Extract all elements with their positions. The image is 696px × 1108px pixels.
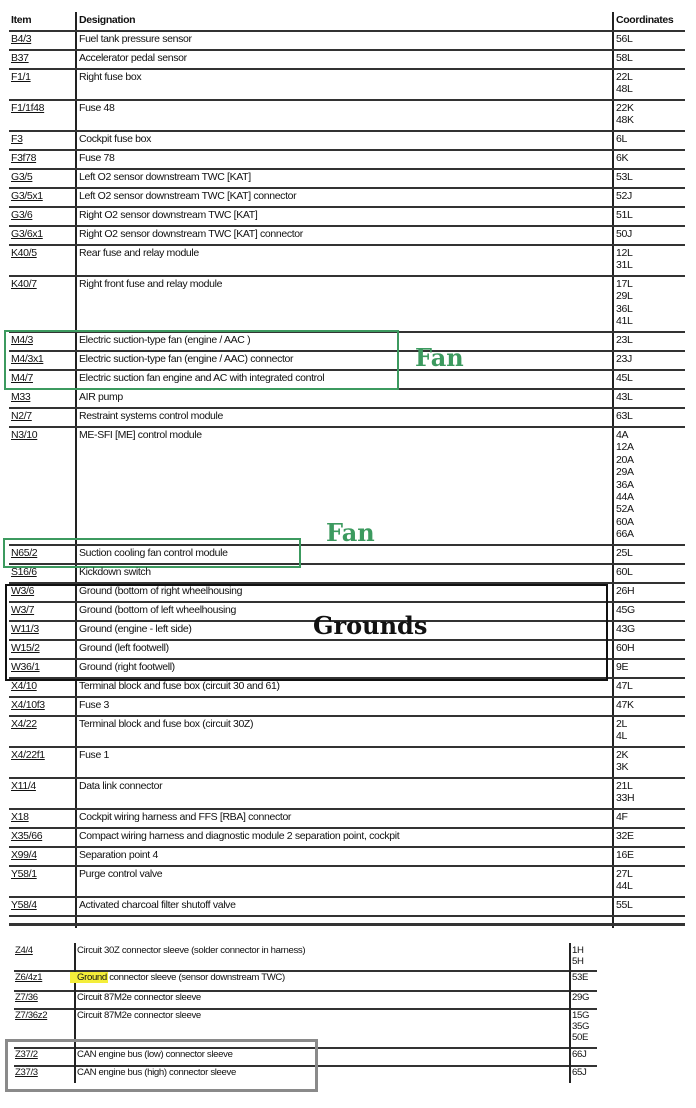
designation: Fuse 48 [79, 102, 115, 114]
row-divider [9, 49, 685, 51]
coordinate: 15G [572, 1010, 590, 1021]
item-code[interactable]: G3/6x1 [11, 228, 43, 240]
item-code[interactable]: N65/2 [11, 547, 38, 559]
row-divider [9, 206, 685, 208]
item-code[interactable]: B4/3 [11, 33, 32, 45]
row-divider [9, 715, 685, 717]
coordinate: 66A [616, 528, 634, 541]
designation: AIR pump [79, 391, 123, 403]
designation: Right front fuse and relay module [79, 278, 223, 290]
item-code[interactable]: M4/7 [11, 372, 33, 384]
item-code[interactable]: X35/66 [11, 830, 43, 842]
designation: Accelerator pedal sensor [79, 52, 187, 64]
coordinate: 4A [616, 429, 629, 441]
coordinate: 2L [616, 718, 627, 730]
coordinate: 4F [616, 811, 628, 823]
coordinate: 22L [616, 71, 633, 83]
designation: Cockpit wiring harness and FFS [RBA] connector [79, 811, 292, 823]
designation: CAN engine bus (low) connector sleeve [77, 1049, 233, 1060]
row-divider [9, 808, 685, 810]
item-code[interactable]: Z7/36z2 [15, 1010, 48, 1021]
coordinate: 60A [616, 515, 634, 528]
designation: Ground (bottom of left wheelhousing [79, 604, 237, 616]
designation: CAN engine bus (high) connector sleeve [77, 1067, 236, 1078]
item-code[interactable]: W3/6 [11, 585, 35, 597]
designation: Circuit 30Z connector sleeve (solder connector in harness) [77, 945, 306, 956]
item-code[interactable]: X4/22 [11, 718, 37, 730]
row-divider [9, 187, 685, 189]
coordinate: 65J [572, 1067, 587, 1078]
designation: Electric suction-type fan (engine / AAC ) [79, 334, 251, 346]
designation: Left O2 sensor downstream TWC [KAT] connector [79, 190, 297, 202]
coordinate: 26H [616, 585, 635, 597]
item-code[interactable]: N3/10 [11, 429, 38, 441]
coordinate: 53E [572, 972, 589, 983]
coordinate: 52A [616, 503, 634, 516]
coordinate: 47L [616, 680, 633, 692]
coordinate: 48K [616, 114, 634, 127]
designation: Right O2 sensor downstream TWC [KAT] connector [79, 228, 303, 240]
designation: ME-SFI [ME] control module [79, 429, 202, 441]
item-code[interactable]: M4/3x1 [11, 353, 44, 365]
item-code[interactable]: Z37/3 [15, 1067, 38, 1078]
designation: Ground (left footwell) [79, 642, 169, 654]
coordinate: 12L [616, 247, 633, 259]
item-code[interactable]: Z6/4z1 [15, 972, 43, 983]
coordinate: 29A [616, 466, 634, 479]
designation: Rear fuse and relay module [79, 247, 199, 259]
item-code[interactable]: X4/22f1 [11, 749, 45, 761]
designation: Circuit 87M2e connector sleeve [77, 992, 201, 1003]
row-divider [9, 130, 685, 132]
table-end-divider [9, 923, 685, 926]
designation: Right O2 sensor downstream TWC [KAT] [79, 209, 258, 221]
coordinate: 51L [616, 209, 633, 221]
coordinate: 9E [616, 661, 629, 673]
designation: Circuit 87M2e connector sleeve [77, 1010, 201, 1021]
designation: Compact wiring harness and diagnostic module 2 separation point, cockpit [79, 830, 400, 842]
coordinate: 43L [616, 391, 633, 403]
designation: Terminal block and fuse box (circuit 30 and 61) [79, 680, 280, 692]
designation: Fuse 1 [79, 749, 109, 761]
can-box [5, 1039, 318, 1092]
row-divider [9, 68, 685, 70]
row-divider [9, 225, 685, 227]
coordinate: 3K [616, 761, 629, 774]
row-divider [9, 275, 685, 277]
coordinate: 50E [572, 1032, 589, 1043]
coordinate: 63L [616, 410, 633, 422]
item-code[interactable]: S16/6 [11, 566, 37, 578]
row-divider [9, 696, 685, 698]
coordinate: 43G [616, 623, 635, 635]
coordinate: 50J [616, 228, 632, 240]
designation: Fuse 3 [79, 699, 109, 711]
item-code[interactable]: F1/1 [11, 71, 31, 83]
coordinate: 6K [616, 152, 629, 164]
coordinate: 45L [616, 372, 633, 384]
item-code[interactable]: M33 [11, 391, 31, 403]
coordinate: 4L [616, 730, 627, 743]
coordinate: 5H [572, 956, 584, 967]
coordinate: 29G [572, 992, 590, 1003]
item-code[interactable]: G3/5 [11, 171, 33, 183]
item-code[interactable]: K40/7 [11, 278, 37, 290]
designation: Ground (right footwell) [79, 661, 175, 673]
coordinate: 25L [616, 547, 633, 559]
fan-label-1: Fan [415, 343, 464, 372]
designation: Electric suction fan engine and AC with integrated control [79, 372, 325, 384]
grounds-label: Grounds [313, 611, 428, 640]
coordinate: 55L [616, 899, 633, 911]
coordinate: 33H [616, 792, 635, 805]
coordinate: 53L [616, 171, 633, 183]
coordinate: 56L [616, 33, 633, 45]
designation: Restraint systems control module [79, 410, 224, 422]
item-code[interactable]: Y58/1 [11, 868, 37, 880]
item-code[interactable]: X4/10 [11, 680, 37, 692]
header-coordinates: Coordinates [616, 14, 674, 26]
item-code[interactable]: Z37/2 [15, 1049, 38, 1060]
coordinate: 20A [616, 453, 634, 466]
item-code[interactable]: F3f78 [11, 152, 37, 164]
row-divider [9, 244, 685, 246]
designation: Electric suction-type fan (engine / AAC) connector [79, 353, 294, 365]
item-code[interactable]: Z4/4 [15, 945, 33, 956]
designation: Cockpit fuse box [79, 133, 152, 145]
coordinate: 35G [572, 1021, 590, 1032]
row-divider [9, 865, 685, 867]
coordinate: 44L [616, 880, 633, 893]
coordinate: 2K [616, 749, 629, 761]
item-code[interactable]: W11/3 [11, 623, 39, 635]
coordinate: 23J [616, 353, 632, 365]
item-code[interactable]: G3/5x1 [11, 190, 43, 202]
coordinate: 23L [616, 334, 633, 346]
row-divider [9, 407, 685, 409]
coordinate: 36L [616, 302, 633, 315]
designation: Data link connector [79, 780, 163, 792]
item-code[interactable]: K40/5 [11, 247, 37, 259]
item-code[interactable]: B37 [11, 52, 29, 64]
item-code[interactable]: W3/7 [11, 604, 35, 616]
coordinate: 12A [616, 441, 634, 454]
item-code[interactable]: F3 [11, 133, 23, 145]
row-divider [9, 915, 685, 917]
row-divider [9, 746, 685, 748]
designation: Ground (engine - left side) [79, 623, 192, 635]
designation: Terminal block and fuse box (circuit 30Z) [79, 718, 254, 730]
item-code[interactable]: N2/7 [11, 410, 32, 422]
item-code[interactable]: Z7/36 [15, 992, 38, 1003]
coordinate: 36A [616, 478, 634, 491]
row-divider [9, 168, 685, 170]
coordinate: 60H [616, 642, 635, 654]
item-code[interactable]: X4/10f3 [11, 699, 45, 711]
coordinate: 21L [616, 780, 633, 792]
coordinate: 1H [572, 945, 584, 956]
fan-label-2: Fan [326, 518, 375, 547]
row-divider [9, 777, 685, 779]
row-divider [9, 846, 685, 848]
header-item: Item [11, 14, 32, 26]
coordinate: 45G [616, 604, 635, 616]
coordinate: 60L [616, 566, 633, 578]
coordinate: 44A [616, 491, 634, 503]
designation: Ground connector sleeve (sensor downstream TWC) [77, 972, 285, 983]
header-designation: Designation [79, 14, 136, 26]
coordinate: 41L [616, 315, 633, 328]
coordinate: 29L [616, 290, 633, 303]
item-code[interactable]: M4/3 [11, 334, 33, 346]
item-code[interactable]: G3/6 [11, 209, 33, 221]
item-code[interactable]: X11/4 [11, 780, 36, 792]
coordinate: 47K [616, 699, 634, 711]
coordinate: 27L [616, 868, 633, 880]
coordinate: 31L [616, 259, 633, 272]
designation: Suction cooling fan control module [79, 547, 228, 559]
item-code[interactable]: F1/1f48 [11, 102, 45, 114]
coordinate: 66J [572, 1049, 587, 1060]
row-divider [9, 30, 685, 32]
row-divider [9, 99, 685, 101]
coordinate: 16E [616, 849, 634, 861]
designation: Kickdown switch [79, 566, 151, 578]
designation: Activated charcoal filter shutoff valve [79, 899, 236, 911]
designation: Fuel tank pressure sensor [79, 33, 192, 45]
coordinates-divider [569, 943, 571, 1083]
row-divider [9, 896, 685, 898]
item-code[interactable]: Y58/4 [11, 899, 37, 911]
item-code[interactable]: X18 [11, 811, 29, 823]
designation: Ground (bottom of right wheelhousing [79, 585, 243, 597]
row-divider [9, 149, 685, 151]
coordinate: 52J [616, 190, 632, 202]
designation: Right fuse box [79, 71, 142, 83]
item-code[interactable]: X99/4 [11, 849, 37, 861]
item-code[interactable]: W15/2 [11, 642, 40, 654]
coordinate: 58L [616, 52, 633, 64]
row-divider [9, 426, 685, 428]
coordinate: 32E [616, 830, 634, 842]
designation: Purge control valve [79, 868, 163, 880]
coordinate: 48L [616, 83, 633, 96]
coordinate: 22K [616, 102, 634, 114]
item-code[interactable]: W36/1 [11, 661, 40, 673]
designation: Left O2 sensor downstream TWC [KAT] [79, 171, 251, 183]
coordinate: 17L [616, 278, 633, 290]
designation: Fuse 78 [79, 152, 115, 164]
coordinate: 6L [616, 133, 627, 145]
designation: Separation point 4 [79, 849, 158, 861]
row-divider [9, 827, 685, 829]
